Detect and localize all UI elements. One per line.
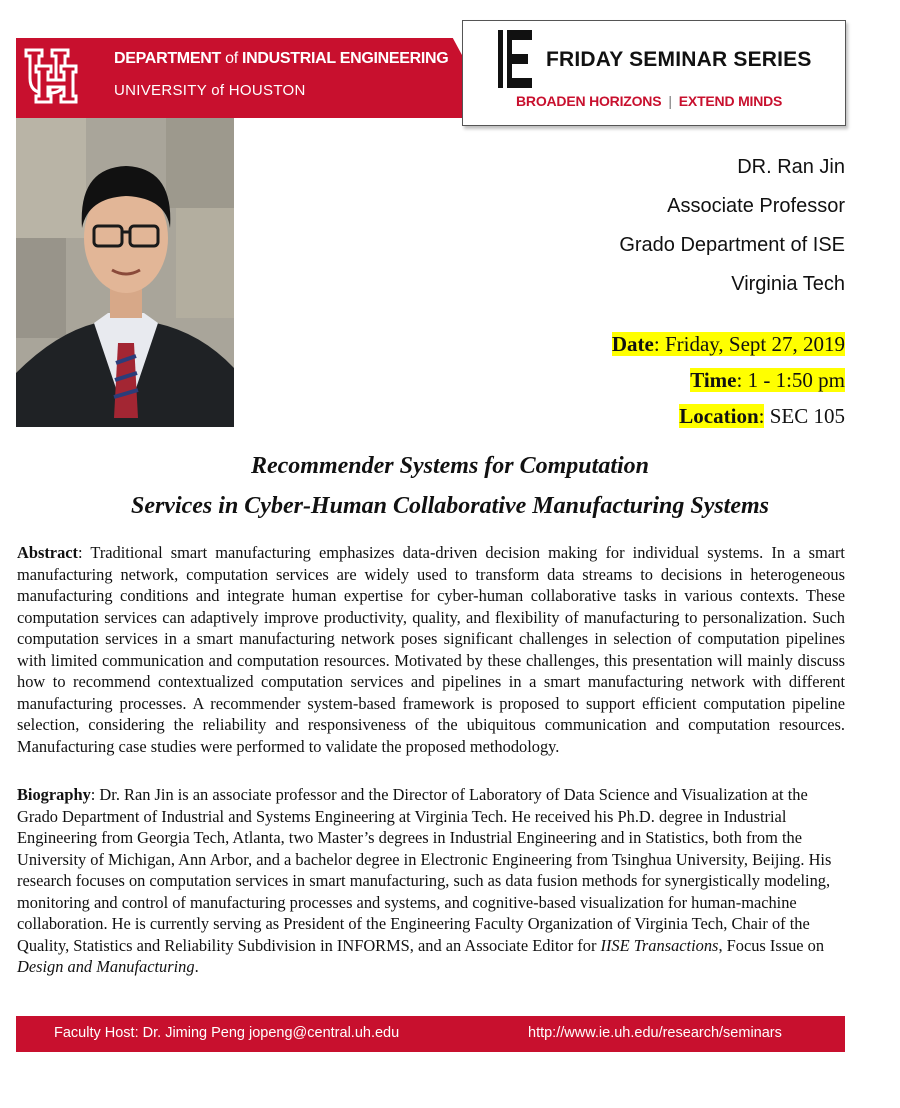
abstract-paragraph: Abstract: Traditional smart manufacturing emphasizes data-driven decision making for individual systems. In a smart manufacturing network, computation services are widely used to transform data streams to decisions in heterogeneous manufacturing conditions and integrate human expertise for cyber-human collaborative tasks in various contexts. These computation services can adaptively improve productivity, quality, and flexibility of manufacturing to personalization. Such computation services in a smart manufacturing network poses significant challenges in selection of computation pipelines with limited communication and computation resources. Motivated by these challenges, this presentation will mainly discuss how to recommend contextualized computation services and pipelines in a smart manufacturing network with different manufacturing processes. A recommender system-based framework is proposed to support efficient computation pipeline selection, considering the reliability and responsiveness of the ubiquitous communication and computation resources. Manufacturing case studies were performed to validate the proposed methodology.: [17, 543, 845, 756]
talk-title: Recommender Systems for Computation Services in Cyber-Human Collaborative Manufacturing Systems: [130, 453, 770, 519]
speaker-position: Associate Professor: [667, 195, 845, 217]
speaker-photo: [16, 118, 234, 427]
footer-bar: [16, 1016, 845, 1052]
university-name: UNIVERSITY of HOUSTON: [114, 82, 306, 99]
faculty-host: Faculty Host: Dr. Jiming Peng jopeng@central.uh.edu: [54, 1025, 400, 1041]
event-details: [612, 326, 845, 434]
seminars-link[interactable]: http://www.ie.uh.edu/research/seminars: [528, 1025, 782, 1041]
speaker-info: [619, 148, 845, 304]
biography-paragraph: Biography: Dr. Ran Jin is an associate professor and the Director of Laboratory of Data Science and Visualization at the Grado Department of Industrial and Systems Engineering at Virginia Tech. He received his Ph.D. degree in Industrial Engineering from Georgia Tech, Atlanta, two Master’s degrees in Industrial Engineering and in Statistics, both from the University of Michigan, Ann Arbor, and a bachelor degree in Electronic Engineering from Tsinghua University, Beijing. His research focuses on computation services in smart manufacturing, such as data fusion methods for synergistically modeling, monitoring and control of manufacturing processes and systems, and cognitive-based visualization for human-machine collaboration. He is currently serving as President of the Engineering Faculty Organization of Virginia Tech, Chair of the Quality, Statistics and Reliability Subdivision in INFORMS, and an Associate Editor for IISE Transactions, Focus Issue on Design and Manufacturing.: [17, 785, 832, 976]
ie-logo-icon: [498, 30, 532, 88]
event-time: Time: 1 - 1:50 pm: [690, 368, 845, 392]
speaker-institution: Virginia Tech: [731, 273, 845, 295]
uh-logo: [22, 44, 90, 110]
department-title: DEPARTMENT of INDUSTRIAL ENGINEERING: [114, 50, 449, 67]
series-tagline: BROADEN HORIZONS | EXTEND MINDS: [516, 93, 783, 109]
speaker-department: Grado Department of ISE: [619, 234, 845, 256]
speaker-name: DR. Ran Jin: [737, 156, 845, 178]
series-title: FRIDAY SEMINAR SERIES: [546, 48, 812, 71]
event-date: Date: Friday, Sept 27, 2019: [611, 332, 845, 356]
event-location: Location: SEC 105: [679, 404, 845, 428]
